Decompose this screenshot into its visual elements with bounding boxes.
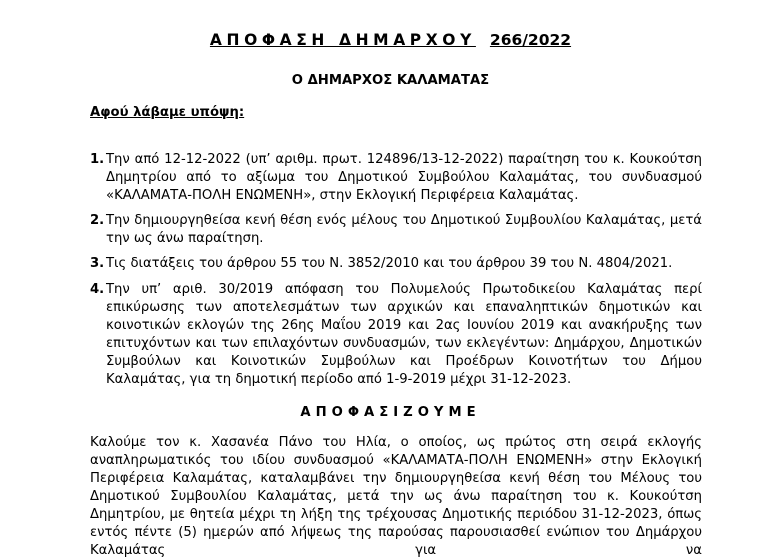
list-item-text: Την από 12-12-2022 (υπ’ αριθμ. πρωτ. 124896/13-12-2022) παραίτηση του κ. Κουκούτση Δημητρίου από το αξίωμα του Δημοτικού Συμβούλου Καλαμάτας, του συνδυασμού «ΚΑΛΑΜΑΤΑ-ΠΟΛΗ ΕΝΩΜΕΝΗ», στην Εκλογική Περιφέρεια Καλαμάτας. (106, 152, 702, 203)
decision-title (0, 30, 781, 50)
list-item (90, 212, 702, 248)
list-item (90, 255, 702, 273)
list-item (90, 281, 702, 389)
issuer-heading: Ο ΔΗΜΑΡΧΟΣ ΚΑΛΑΜΑΤΑΣ (291, 73, 490, 88)
decision-paragraph: Καλούμε τον κ. Χασανέα Πάνο του Ηλία, ο οποίος, ως πρώτος στη σειρά εκλογής αναπληρωματικός του ιδίου συνδυασμού «ΚΑΛΑΜΑΤΑ-ΠΟΛΗ ΕΝΩΜΕΝΗ» στην Εκλογική Περιφέρεια Καλαμάτας, καταλαμβάνει την δημιουργηθείσα κενή θέση του Μέλους του Δημοτικού Συμβουλίου Καλαμάτας, μετά την ως άνω παραίτηση του κ. Κουκούτση Δημητρίου, με θητεία μέχρι τη λήξη της τρέχουσας Δημοτικής περιόδου 31-12-2023, όπως εντός πέντε (5) ημερών από λήψεως της παρούσας παρουσιασθεί ενώπιον του Δημάρχου Καλαμάτας για να (90, 435, 702, 558)
list-item-number: 3. (90, 256, 105, 271)
list-item (90, 151, 702, 205)
decision-number: 266/2022 (489, 31, 572, 49)
list-item-number: 1. (90, 152, 105, 167)
title-text: ΑΠΟΦΑΣΗ ΔΗΜΑΡΧΟΥ (209, 31, 476, 49)
list-item-number: 2. (90, 213, 105, 228)
considering-heading: Αφού λάβαμε υπόψη: (90, 105, 245, 120)
list-item-text: Την υπ’ αριθ. 30/2019 απόφαση του Πολυμελούς Πρωτοδικείου Καλαμάτας περί επικύρωσης των αποτελεσμάτων των αρχικών και επαναληπτικών δημοτικών και κοινοτικών εκλογών της 26ης Μαΐου 2019 και 2ας Ιουνίου 2019 και ανακήρυξης των επιτυχόντων και των επιλαχόντων συνδυασμών, των εκλεγέντων: Δημάρχου, Δημοτικών Συμβούλων και Κοινοτικών Συμβούλων και Προέδρων Κοινοτήτων του Δήμου Καλαμάτας, για τη δημοτική περίοδο από 1-9-2019 μέχρι 31-12-2023. (106, 282, 702, 387)
list-item-text: Την δημιουργηθείσα κενή θέση ενός μέλους του Δημοτικού Συμβουλίου Καλαμάτας, μετά την ως άνω παραίτηση. (106, 213, 702, 246)
decide-heading: ΑΠΟΦΑΣΙΖΟΥΜΕ (300, 405, 481, 420)
list-item-text: Τις διατάξεις του άρθρου 55 του Ν. 3852/2010 και του άρθρου 39 του Ν. 4804/2021. (106, 256, 673, 271)
list-item-number: 4. (90, 282, 105, 297)
